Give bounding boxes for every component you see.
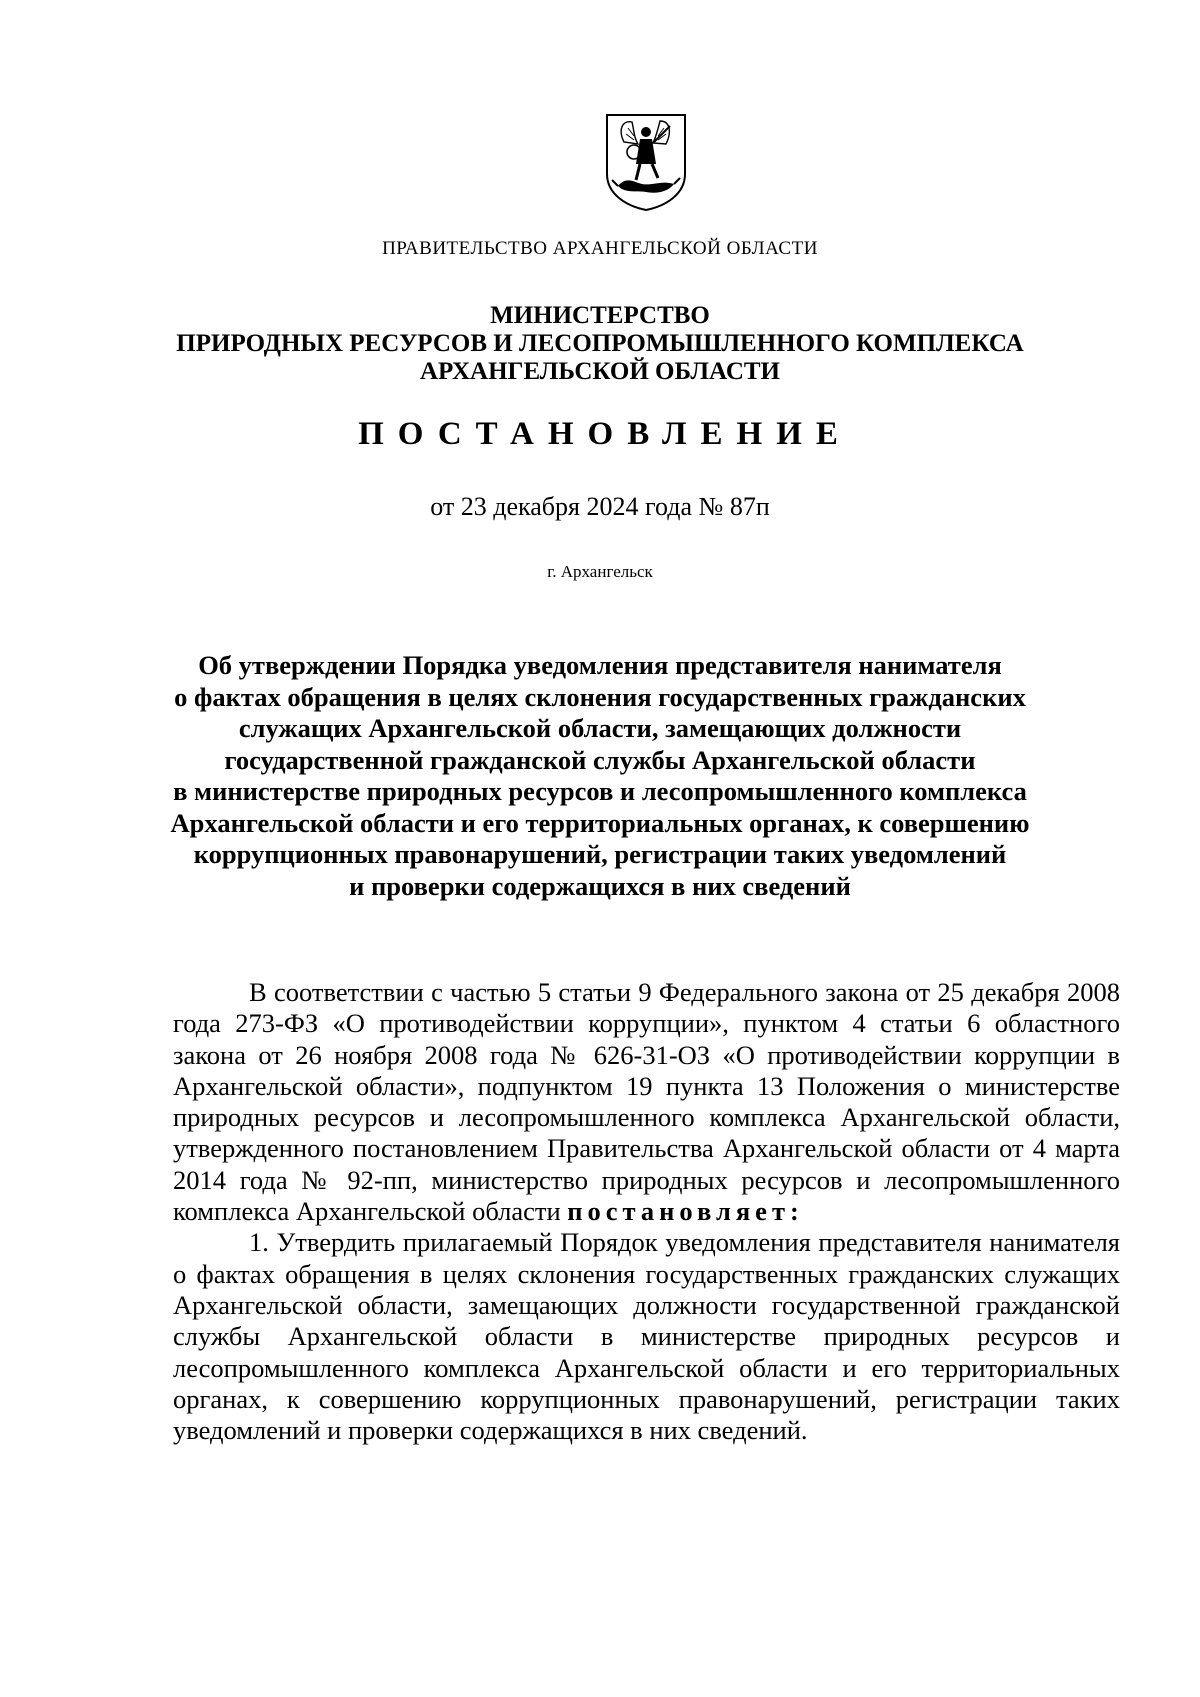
title-line: коррупционных правонарушений, регистрации таких уведомлений <box>193 839 1007 869</box>
title-line: о фактах обращения в целях склонения государственных гражданских <box>174 681 1026 712</box>
title-line: Архангельской области и его территориальных органах, к совершению <box>170 807 1030 838</box>
title-line: Об утверждении Порядка уведомления представителя нанимателя <box>198 650 1002 680</box>
document-body <box>173 977 1120 1446</box>
document-title <box>0 650 1200 902</box>
coat-of-arms-icon <box>604 112 688 212</box>
document-date-number: от 23 декабря 2024 года № 87п <box>430 492 770 521</box>
title-line: и проверки содержащихся в них сведений <box>349 870 851 901</box>
resolves-emphasis: постановляет: <box>567 1196 804 1227</box>
ministry-line: АРХАНГЕЛЬСКОЙ ОБЛАСТИ <box>420 358 780 385</box>
title-line: служащих Архангельской области, замещающих должности <box>238 713 962 743</box>
ministry-name <box>0 302 1200 386</box>
ministry-line: ПРИРОДНЫХ РЕСУРСОВ И ЛЕСОПРОМЫШЛЕННОГО КОМПЛЕКСА <box>176 330 1024 357</box>
title-line: государственной гражданской службы Архангельской области <box>224 744 976 775</box>
preamble-paragraph <box>173 977 1120 1227</box>
document-type: ПОСТАНОВЛЕНИЕ <box>358 416 852 452</box>
government-name: ПРАВИТЕЛЬСТВО АРХАНГЕЛЬСКОЙ ОБЛАСТИ <box>382 238 818 259</box>
clause-paragraph: 1. Утвердить прилагаемый Порядок уведомления представителя нанимателя о фактах обращения в целях склонения государственных гражданских служащих Архангельской области, замещающих должности государственной гражданской службы Архангельской области в министерстве природных ресурсов и лесопромышленного комплекса Архангельской области и его территориальных органах, к совершению коррупционных правонарушений, регистрации таких уведомлений и проверки содержащихся в них сведений. <box>173 1227 1120 1446</box>
ministry-line: МИНИСТЕРСТВО <box>490 302 710 329</box>
document-city: г. Архангельск <box>547 562 653 581</box>
preamble-text: В соответствии с частью 5 статьи 9 Федерального закона от 25 декабря 2008 года 273-ФЗ «О противодействии коррупции», пунктом 4 статьи 6 областного закона от 26 ноября 2008 года № 626-31-ОЗ «О противодействии коррупции в Архангельской области», подпунктом 19 пункта 13 Положения о министерстве природных ресурсов и лесопромышленного комплекса Архангельской области, утвержденного постановлением Правительства Архангельской области от 4 марта 2014 года № 92-пп, министерство природных ресурсов и лесопромышленного комплекса Архангельской области <box>173 977 1120 1227</box>
title-line: в министерстве природных ресурсов и лесопромышленного комплекса <box>173 776 1027 806</box>
